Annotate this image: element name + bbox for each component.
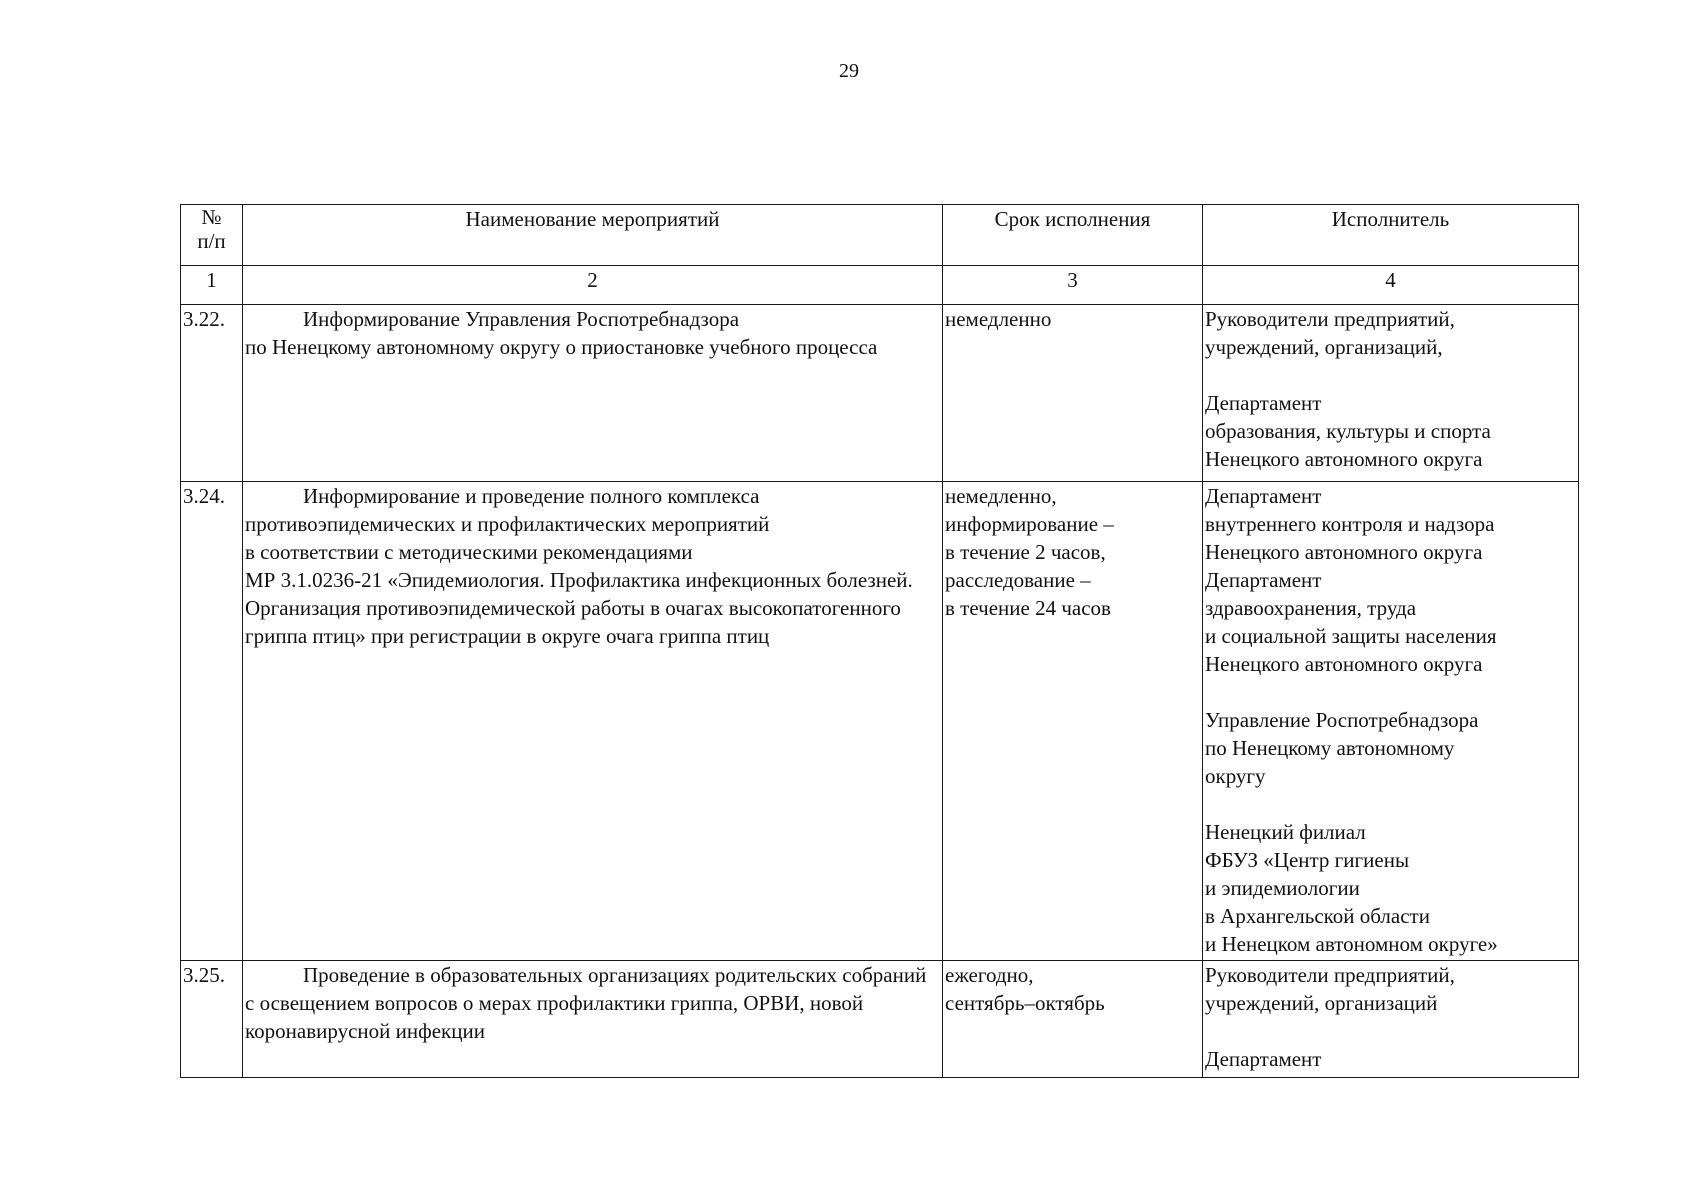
row-deadline-text: ежегодно, сентябрь–октябрь	[945, 963, 1105, 1015]
row-deadline	[943, 482, 1203, 961]
action-plan-table	[180, 204, 1579, 1078]
table-row	[181, 305, 1579, 482]
row-name	[243, 482, 943, 961]
page-number: 29	[839, 60, 859, 82]
column-number-row	[181, 266, 1579, 305]
header-executor: Исполнитель	[1203, 205, 1579, 266]
row-deadline-text: немедленно	[945, 307, 1052, 331]
column-number: 3	[943, 266, 1203, 305]
header-name: Наименование мероприятий	[243, 205, 943, 266]
column-number: 4	[1203, 266, 1579, 305]
row-name-text: Информирование и проведение полного комплекса противоэпидемических и профилактических мероприятий в соответствии с методическими рекомендациями МР 3.1.0236-21 «Эпидемиология. Профилактика инфекционных болезней. Организация противоэпидемической работы в очагах высокопатогенного гриппа птиц» при регистрации в округе очага гриппа птиц	[245, 484, 913, 648]
row-executor	[1203, 305, 1579, 482]
header-deadline: Срок исполнения	[943, 205, 1203, 266]
row-num: 3.25.	[181, 961, 243, 1078]
row-executor	[1203, 482, 1579, 961]
executor-entry: Руководители предприятий, учреждений, организаций,	[1205, 307, 1455, 359]
row-num: 3.22.	[181, 305, 243, 482]
row-name	[243, 961, 943, 1078]
executor-entry: Департамент внутреннего контроля и надзора Ненецкого автономного округа Департамент здравоохранения, труда и социальной защиты населения Ненецкого автономного округа	[1205, 484, 1497, 676]
row-deadline	[943, 305, 1203, 482]
table-header-row	[181, 205, 1579, 266]
executor-entry: Ненецкий филиал ФБУЗ «Центр гигиены и эпидемиологии в Архангельской области и Ненецком автономном округе»	[1205, 820, 1498, 956]
row-deadline	[943, 961, 1203, 1078]
row-name-text: Информирование Управления Роспотребнадзора по Ненецкому автономному округу о приостановке учебного процесса	[245, 307, 878, 359]
executor-entry: Департамент образования, культуры и спорта Ненецкого автономного округа	[1205, 391, 1491, 471]
table-row	[181, 961, 1579, 1078]
row-deadline-text: немедленно, информирование – в течение 2 часов, расследование – в течение 24 часов	[945, 484, 1114, 620]
executor-entry: Руководители предприятий, учреждений, организаций	[1205, 963, 1455, 1015]
row-num: 3.24.	[181, 482, 243, 961]
column-number: 1	[181, 266, 243, 305]
row-name-text: Проведение в образовательных организациях родительских собраний с освещением вопросов о мерах профилактики гриппа, ОРВИ, новой коронавирусной инфекции	[245, 963, 927, 1043]
row-executor	[1203, 961, 1579, 1078]
header-num: № п/п	[181, 205, 243, 266]
column-number: 2	[243, 266, 943, 305]
executor-entry: Управление Роспотребнадзора по Ненецкому автономному округу	[1205, 708, 1479, 788]
row-name	[243, 305, 943, 482]
table-row	[181, 482, 1579, 961]
executor-entry: Департамент	[1205, 1047, 1322, 1071]
